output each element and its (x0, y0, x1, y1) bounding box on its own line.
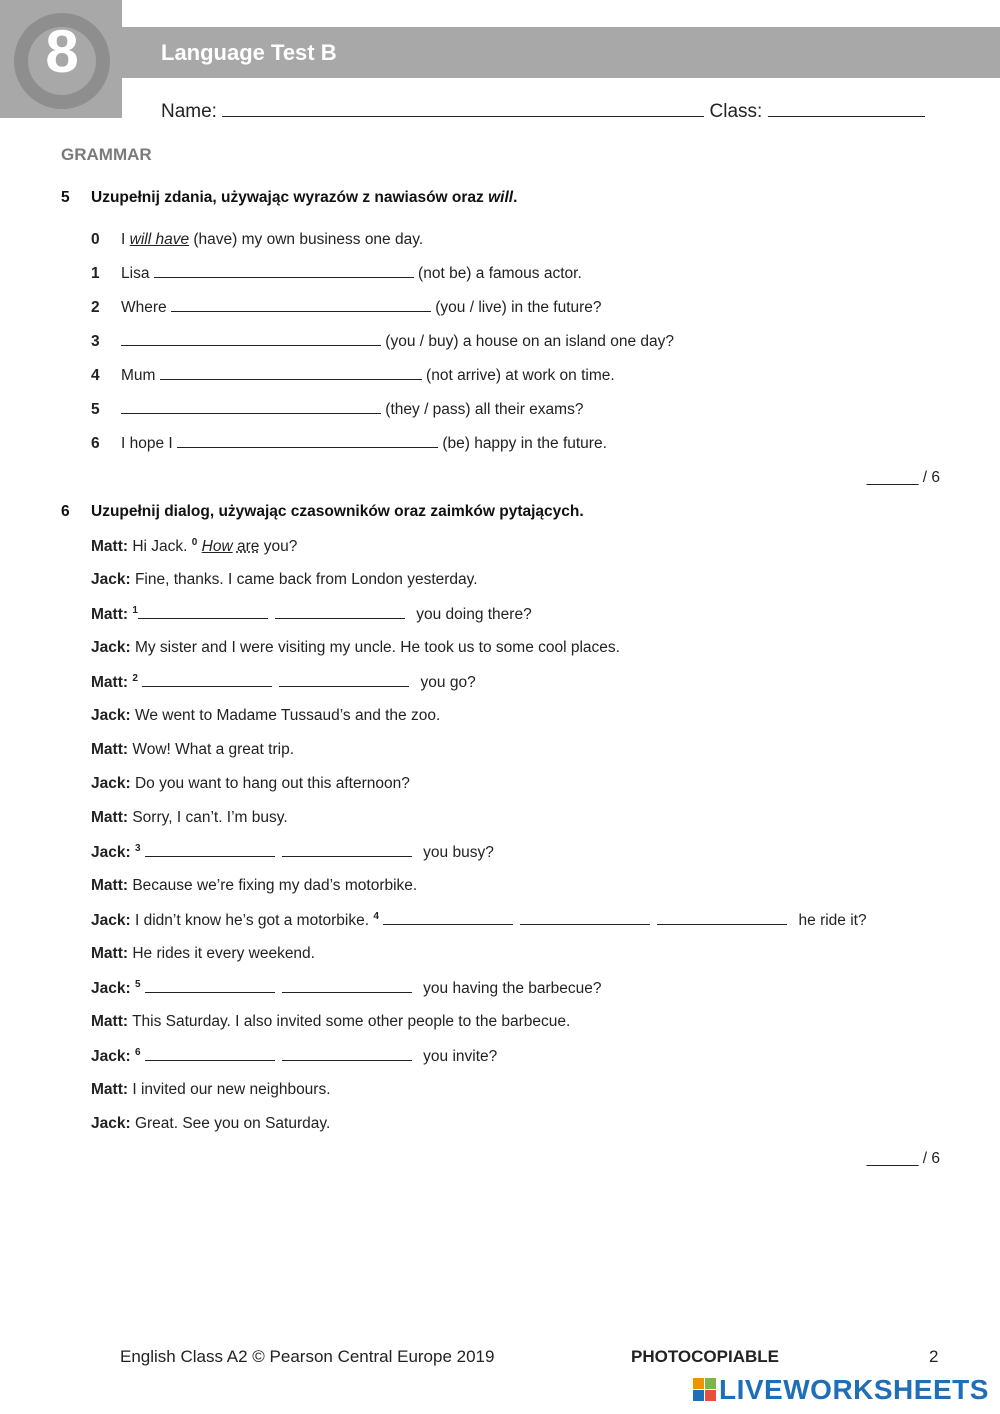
item-post: (not be) a famous actor. (413, 265, 582, 282)
gap-number: 0 (191, 537, 198, 548)
line-text: you having the barbecue? (418, 980, 602, 998)
answer-blank[interactable] (282, 1060, 412, 1061)
instruction-emphasis: will (488, 189, 514, 206)
item-number: 0 (91, 231, 100, 248)
line-text: He rides it every weekend. (132, 945, 315, 962)
line-text: you? (259, 538, 298, 556)
gap-number: 2 (132, 673, 138, 684)
exercise-5-heading (61, 189, 517, 207)
example-answer: are (236, 538, 260, 556)
item-post: (be) happy in the future. (438, 435, 607, 452)
item-number: 1 (91, 265, 100, 282)
speaker: Matt: (91, 877, 129, 894)
item-number: 4 (91, 367, 100, 384)
example-answer: How (201, 538, 233, 556)
item-number: 5 (91, 401, 100, 418)
page-title: Language Test B (161, 40, 337, 65)
answer-blank[interactable] (142, 686, 272, 687)
speaker: Jack: (91, 1115, 131, 1132)
line-text: you busy? (418, 844, 494, 862)
speaker: Matt: (91, 606, 129, 624)
answer-blank[interactable] (177, 446, 438, 448)
dialog-line (91, 979, 602, 998)
speaker: Jack: (91, 639, 131, 656)
dialog-line (91, 809, 288, 827)
dialog-line (91, 571, 478, 589)
line-text: Do you want to hang out this afternoon? (134, 775, 410, 792)
ex5-item-6 (91, 435, 607, 453)
liveworksheets-text: LIVEWORKSHEETS (719, 1374, 989, 1405)
dialog-line (91, 1115, 330, 1133)
gap-number: 1 (132, 605, 138, 616)
answer-blank[interactable] (282, 992, 412, 993)
speaker: Matt: (91, 945, 129, 962)
line-text: Because we’re fixing my dad’s motorbike. (132, 877, 418, 894)
line-text: I didn’t know he’s got a motorbike. (134, 912, 374, 930)
answer-blank[interactable] (145, 856, 275, 857)
ex5-item-0 (91, 231, 423, 249)
gap-number: 4 (373, 911, 379, 922)
exercise-6-heading (61, 503, 584, 521)
line-text: My sister and I were visiting my uncle. He took us to some cool places. (134, 639, 620, 656)
liveworksheets-logo (693, 1374, 989, 1406)
answer-blank[interactable] (154, 276, 414, 278)
item-post: (not arrive) at work on time. (421, 367, 615, 384)
answer-blank[interactable] (282, 856, 412, 857)
answer-blank[interactable] (275, 618, 405, 619)
ex5-item-2 (91, 299, 602, 317)
line-text: you invite? (418, 1048, 498, 1066)
line-text: I invited our new neighbours. (132, 1081, 331, 1098)
item-post: (they / pass) all their exams? (381, 401, 584, 418)
footer-copyright: English Class A2 © Pearson Central Europe 2019 (120, 1347, 495, 1366)
speaker: Jack: (91, 980, 131, 998)
item-number: 3 (91, 333, 100, 350)
answer-blank[interactable] (383, 924, 513, 925)
speaker: Jack: (91, 1048, 131, 1066)
answer-blank[interactable] (279, 686, 409, 687)
answer-blank[interactable] (657, 924, 787, 925)
ex5-item-5 (91, 401, 583, 419)
line-text: Hi Jack. (132, 538, 192, 556)
dialog-line (91, 1047, 497, 1066)
unit-number: 8 (45, 18, 79, 85)
footer-photocopiable: PHOTOCOPIABLE (631, 1347, 779, 1366)
gap-number: 3 (134, 843, 141, 854)
line-text: he ride it? (794, 912, 867, 930)
line-text: Fine, thanks. I came back from London yesterday. (134, 571, 478, 588)
name-field[interactable] (222, 115, 704, 117)
dialog-line (91, 843, 494, 862)
exercise-5-score: ______ / 6 (866, 469, 940, 486)
item-pre: Where (121, 299, 171, 316)
item-number: 6 (91, 435, 100, 452)
item-post: (have) my own business one day. (189, 231, 424, 248)
dialog-line (91, 673, 476, 692)
dialog-line (91, 911, 867, 930)
dialog-line (91, 775, 410, 793)
line-text: Wow! What a great trip. (132, 741, 295, 758)
gap-number: 6 (134, 1047, 141, 1058)
speaker: Matt: (91, 741, 129, 758)
section-title: GRAMMAR (61, 145, 152, 164)
line-text: This Saturday. I also invited some other people to the barbecue. (132, 1013, 571, 1030)
instruction-end: . (513, 189, 518, 206)
instruction-text: Uzupełnij dialog, używając czasowników oraz zaimków pytających. (91, 503, 584, 520)
item-number: 2 (91, 299, 100, 316)
example-answer: will have (129, 231, 190, 248)
speaker: Jack: (91, 912, 131, 930)
dialog-line (91, 945, 315, 963)
speaker: Matt: (91, 809, 129, 826)
class-label: Class: (709, 101, 763, 122)
ex5-item-4 (91, 367, 615, 385)
speaker: Jack: (91, 844, 131, 862)
answer-blank[interactable] (160, 378, 422, 380)
answer-blank[interactable] (171, 310, 431, 312)
speaker: Matt: (91, 674, 129, 692)
instruction-text: Uzupełnij zdania, używając wyrazów z nawiasów oraz (91, 189, 489, 206)
answer-blank[interactable] (121, 412, 381, 414)
speaker: Matt: (91, 538, 129, 556)
answer-blank[interactable] (145, 992, 275, 993)
speaker: Matt: (91, 1013, 129, 1030)
line-text: Great. See you on Saturday. (134, 1115, 331, 1132)
name-class-line (161, 101, 925, 123)
page-number: 2 (929, 1347, 939, 1366)
exercise-number: 5 (61, 189, 70, 206)
title-bar (122, 27, 1000, 78)
dialog-line (91, 605, 532, 624)
speaker: Matt: (91, 1081, 129, 1098)
class-field[interactable] (768, 115, 925, 117)
item-post: (you / live) in the future? (430, 299, 602, 316)
answer-blank[interactable] (145, 1060, 275, 1061)
item-pre: Lisa (121, 265, 154, 282)
ex5-item-1 (91, 265, 582, 283)
unit-badge (0, 0, 122, 118)
item-pre: Mum (121, 367, 160, 384)
item-pre: I (121, 231, 130, 248)
answer-blank[interactable] (138, 618, 268, 619)
dialog-line (91, 639, 620, 657)
dialog-line (91, 741, 294, 759)
line-text: you go? (416, 674, 476, 692)
speaker: Jack: (91, 775, 131, 792)
answer-blank[interactable] (520, 924, 650, 925)
gap-number: 5 (134, 979, 141, 990)
dialog-line (91, 707, 440, 725)
dialog-line (91, 877, 417, 895)
line-text: Sorry, I can’t. I’m busy. (132, 809, 288, 826)
line-text: We went to Madame Tussaud’s and the zoo. (134, 707, 441, 724)
speaker: Jack: (91, 707, 131, 724)
dialog-line (91, 537, 297, 556)
liveworksheets-logo-icon (693, 1378, 717, 1402)
dialog-line (91, 1013, 570, 1031)
ex5-item-3 (91, 333, 674, 351)
exercise-6-score: ______ / 6 (866, 1150, 940, 1167)
answer-blank[interactable] (121, 344, 381, 346)
item-post: (you / buy) a house on an island one day? (381, 333, 674, 350)
speaker: Jack: (91, 571, 131, 588)
line-text: you doing there? (411, 606, 532, 624)
dialog-line (91, 1081, 331, 1099)
exercise-number: 6 (61, 503, 70, 520)
item-pre: I hope I (121, 435, 178, 452)
name-label: Name: (161, 101, 217, 122)
